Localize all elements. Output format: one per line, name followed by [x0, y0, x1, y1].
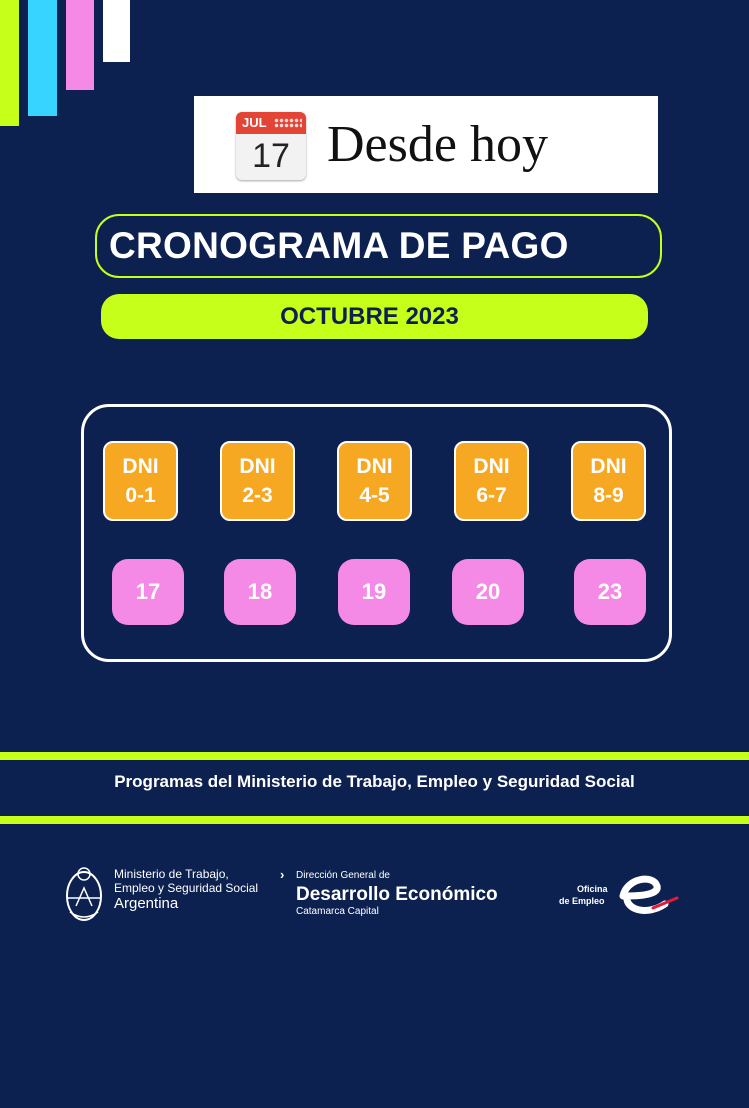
payment-date: 20: [452, 559, 524, 625]
title-box: [95, 214, 662, 278]
argentina-seal-icon: [64, 862, 104, 924]
dni-range: 2-3: [242, 484, 273, 507]
dni-badge: [454, 441, 529, 521]
dni-range: 4-5: [359, 484, 390, 507]
dni-range: 6-7: [476, 484, 507, 507]
logo1-line2: Empleo y Seguridad Social: [114, 881, 259, 895]
dni-label: DNI: [473, 455, 510, 478]
dni-label: DNI: [590, 455, 627, 478]
page-title: CRONOGRAMA DE PAGO: [109, 225, 569, 266]
dni-label: DNI: [356, 455, 393, 478]
dni-range: 0-1: [125, 484, 156, 507]
logo2-sub: Catamarca Capital: [296, 906, 379, 917]
month-pill: [101, 294, 648, 339]
payment-date: 23: [574, 559, 646, 625]
logo3-line2: de Empleo: [559, 896, 605, 906]
decorative-stripe-lime: [0, 0, 19, 126]
dni-badge: [571, 441, 646, 521]
dni-label: DNI: [122, 455, 159, 478]
calendar-icon: [236, 112, 306, 180]
logo1-line3: Argentina: [114, 895, 179, 912]
divider-band: [0, 752, 749, 760]
dni-badge: [220, 441, 295, 521]
logo2-title: Desarrollo Económico: [296, 884, 498, 905]
logo1-line1: Ministerio de Trabajo,: [114, 867, 229, 881]
divider-band: [0, 816, 749, 824]
e-logo-icon: [613, 870, 679, 920]
logo2-small: Dirección General de: [296, 870, 390, 881]
oficina-empleo-logo: [555, 868, 685, 928]
payment-date: 18: [224, 559, 296, 625]
dni-badge: [337, 441, 412, 521]
dni-label: DNI: [239, 455, 276, 478]
calendar-day: 17: [252, 137, 290, 175]
ministerio-logo: [64, 862, 264, 926]
payment-schedule: [81, 404, 672, 662]
decorative-stripe-cyan: [28, 0, 57, 116]
calendar-month: JUL: [242, 115, 267, 130]
decorative-stripe-pink: [66, 0, 94, 90]
month-label: OCTUBRE 2023: [280, 302, 459, 330]
payment-date: 19: [338, 559, 410, 625]
dni-badge: [103, 441, 178, 521]
chevron-right-icon: ›: [280, 867, 285, 882]
payment-date: 17: [112, 559, 184, 625]
desarrollo-logo: [280, 866, 520, 926]
desde-hoy-sticker: [194, 96, 658, 193]
decorative-stripe-white: [103, 0, 130, 62]
logo3-line1: Oficina: [577, 884, 608, 894]
programs-caption: Programas del Ministerio de Trabajo, Empleo y Seguridad Social: [114, 772, 635, 791]
sticker-text: Desde hoy: [327, 116, 548, 173]
dni-range: 8-9: [593, 484, 624, 507]
